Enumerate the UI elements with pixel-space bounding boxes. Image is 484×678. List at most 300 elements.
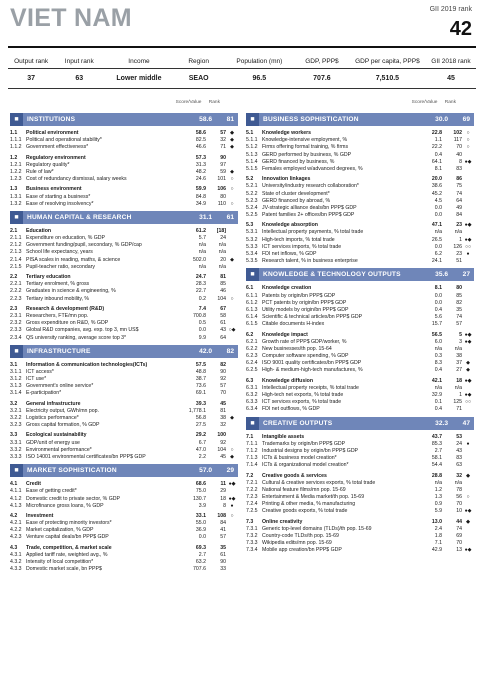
sub-pillar-row bbox=[246, 130, 474, 137]
indicator-row bbox=[246, 258, 474, 265]
indicator-row bbox=[10, 194, 238, 201]
indicator-code: 1.1.1 bbox=[10, 137, 22, 144]
indicator-label: Patent families 2+ offices/bn PPP$ GDP bbox=[262, 212, 355, 219]
indicator-label: High- & medium-high-tech manufactures, % bbox=[262, 367, 363, 374]
indicator-label: Government's online service* bbox=[26, 383, 94, 390]
indicator-score: 0.0 bbox=[434, 243, 442, 250]
pillar-rank: 81 bbox=[226, 116, 234, 123]
indicator-row bbox=[10, 144, 238, 151]
indicator-label: Regulatory environment bbox=[26, 154, 86, 161]
indicator-score: n/a bbox=[434, 345, 442, 352]
indicator-label: Mobile app creation/bn PPP$ GDP bbox=[262, 547, 342, 554]
indicator-label: Political environment bbox=[26, 130, 79, 136]
indicator-score: 59.9 bbox=[195, 186, 206, 193]
indicator-row bbox=[10, 169, 238, 176]
indicator-code: 4.1.3 bbox=[10, 502, 22, 509]
indicator-row bbox=[246, 540, 474, 547]
right-column bbox=[246, 100, 474, 555]
indicator-rank: 126 bbox=[453, 243, 462, 250]
indicator-label: Government effectiveness* bbox=[26, 144, 89, 151]
indicator-code: 5.3.1 bbox=[246, 229, 258, 236]
indicator-score: 0.2 bbox=[198, 295, 206, 302]
indicator-rank: 44 bbox=[456, 518, 462, 525]
indicator-label: Creative goods & services bbox=[262, 472, 327, 479]
indicator-row bbox=[10, 559, 238, 566]
indicator-label: Computer software spending, % GDP bbox=[262, 353, 349, 360]
indicator-row bbox=[246, 198, 474, 205]
pillar-icon: ■ bbox=[246, 113, 259, 126]
indicator-score: 2.7 bbox=[434, 447, 442, 454]
indicator-rank: 86 bbox=[456, 176, 462, 183]
indicator-code: 1.1 bbox=[10, 130, 18, 136]
indicator-code: 3.2.3 bbox=[10, 422, 22, 429]
strength-weakness-marker: ◆ bbox=[466, 360, 470, 367]
indicator-rank: 74 bbox=[456, 525, 462, 532]
indicator-rank: 38 bbox=[456, 353, 462, 360]
indicator-row bbox=[10, 327, 238, 334]
indicator-row bbox=[246, 237, 474, 244]
strength-weakness-marker: ●◆ bbox=[464, 236, 472, 243]
indicator-row bbox=[10, 296, 238, 303]
indicator-rank: 70 bbox=[456, 144, 462, 151]
indicator-rank: 67 bbox=[220, 305, 226, 312]
indicator-score: 0.5 bbox=[198, 320, 206, 327]
indicator-rank: 40 bbox=[456, 151, 462, 158]
indicator-score: 0.1 bbox=[434, 399, 442, 406]
indicator-code: 3.3.2 bbox=[10, 446, 22, 453]
indicator-label: New businesses/th pop. 15-64 bbox=[262, 345, 332, 352]
indicator-score: 69.1 bbox=[195, 390, 206, 397]
indicator-label: Political and operational stability* bbox=[26, 137, 102, 144]
strength-weakness-marker: ◆ bbox=[466, 518, 470, 525]
indicator-label: Environmental performance* bbox=[26, 446, 92, 453]
indicator-label: General infrastructure bbox=[26, 400, 81, 407]
indicator-code: 2.2.3 bbox=[10, 295, 22, 302]
indicator-code: 6.2.3 bbox=[246, 353, 258, 360]
indicator-code: 6.2.5 bbox=[246, 367, 258, 374]
indicator-score: 9.9 bbox=[198, 334, 206, 341]
indicator-row bbox=[246, 205, 474, 212]
indicator-label: Education bbox=[26, 227, 52, 234]
pillar-icon: ■ bbox=[10, 464, 23, 477]
strength-weakness-marker: ○ bbox=[230, 186, 234, 193]
indicator-label: ICT services exports, % total trade bbox=[262, 399, 342, 406]
indicator-rank: 23 bbox=[456, 222, 462, 229]
indicator-row bbox=[10, 257, 238, 264]
indicator-label: Information & communication technologies(ICTs) bbox=[26, 361, 148, 368]
indicator-row bbox=[246, 455, 474, 462]
indicator-row bbox=[246, 346, 474, 353]
pillar-score: 35.6 bbox=[435, 271, 448, 279]
indicator-score: 73.6 bbox=[195, 383, 206, 390]
indicator-score: 34.9 bbox=[195, 200, 206, 207]
indicator-row bbox=[10, 383, 238, 390]
indicator-label: Knowledge workers bbox=[262, 130, 312, 136]
indicator-label: Microfinance gross loans, % GDP bbox=[26, 502, 104, 509]
sub-pillar-row bbox=[246, 222, 474, 229]
indicator-rank: 18 bbox=[456, 377, 462, 384]
indicator-rank: 71 bbox=[456, 406, 462, 413]
indicator-row bbox=[10, 447, 238, 454]
indicator-rank: 3 bbox=[459, 338, 462, 345]
indicator-row bbox=[10, 369, 238, 376]
strength-weakness-marker: ◆ bbox=[230, 137, 234, 144]
indicator-score: 22.2 bbox=[431, 144, 442, 151]
indicator-score: 28.8 bbox=[431, 472, 442, 479]
indicator-score: 20.0 bbox=[431, 176, 442, 183]
right-column-header bbox=[246, 100, 474, 110]
strength-weakness-marker: ◆ bbox=[230, 256, 234, 263]
indicator-rank: 45 bbox=[220, 400, 226, 407]
indicator-label: Creative goods exports, % total trade bbox=[262, 508, 348, 515]
indicator-rank: 49 bbox=[456, 204, 462, 211]
indicator-rank: 90 bbox=[220, 368, 226, 375]
indicator-rank: 75 bbox=[456, 183, 462, 190]
indicator-rank: 18 bbox=[220, 495, 226, 502]
indicator-rank: 53 bbox=[456, 433, 462, 440]
indicator-code: 7.3.4 bbox=[246, 547, 258, 554]
indicator-row bbox=[246, 144, 474, 151]
indicator-label: FDI net inflows, % GDP bbox=[262, 251, 317, 257]
left-column-header bbox=[10, 100, 238, 110]
strength-weakness-marker: ◆ bbox=[466, 367, 470, 374]
indicator-score: 0.4 bbox=[434, 367, 442, 374]
indicator-row bbox=[246, 166, 474, 173]
indicator-score: 57.5 bbox=[195, 361, 206, 368]
indicator-score: 8.1 bbox=[434, 285, 442, 292]
sub-pillar-row bbox=[10, 274, 238, 281]
sub-pillar-row bbox=[246, 473, 474, 480]
indicator-row bbox=[246, 508, 474, 515]
indicator-code: 4.2.3 bbox=[10, 534, 22, 541]
indicator-code: 6.2.1 bbox=[246, 338, 258, 345]
indicator-label: Tertiary inbound mobility, % bbox=[26, 295, 90, 302]
indicator-code: 5.2.1 bbox=[246, 183, 258, 190]
indicator-label: Utility models by origin/bn PPP$ GDP bbox=[262, 306, 349, 313]
sub-pillar-row bbox=[10, 513, 238, 520]
indicator-rank: 110 bbox=[217, 200, 226, 207]
indicator-label: ISO 9001 quality certificates/bn PPP$ GDP bbox=[262, 360, 362, 367]
indicator-code: 2.2.2 bbox=[10, 288, 22, 295]
indicator-rank: 90 bbox=[220, 154, 226, 161]
indicator-code: 3.1.1 bbox=[10, 368, 22, 375]
indicator-code: 1.2.3 bbox=[10, 176, 22, 183]
indicator-rank: 125 bbox=[453, 399, 462, 406]
indicator-row bbox=[246, 307, 474, 314]
indicator-code: 5.2.5 bbox=[246, 212, 258, 219]
indicator-score: 1.1 bbox=[434, 137, 442, 144]
strength-weakness-marker: ○◆ bbox=[228, 327, 236, 334]
indicator-header: GDP, PPP$ bbox=[305, 57, 339, 65]
strength-weakness-marker: ●◆ bbox=[464, 547, 472, 554]
indicator-label: Intellectual property payments, % total trade bbox=[262, 229, 364, 236]
indicator-score: 42.1 bbox=[431, 377, 442, 384]
indicator-score: 47.0 bbox=[195, 446, 206, 453]
indicator-code: 7.3 bbox=[246, 518, 254, 525]
indicator-rank: n/a bbox=[218, 249, 226, 256]
indicator-code: 3.2.1 bbox=[10, 407, 22, 414]
indicator-rank: 108 bbox=[217, 512, 226, 519]
indicator-score: 1.3 bbox=[434, 494, 442, 501]
indicator-score: 61.2 bbox=[195, 227, 206, 234]
indicator-score: 7.4 bbox=[198, 305, 206, 312]
indicator-label: Business environment bbox=[26, 186, 82, 193]
strength-weakness-marker: ○ bbox=[466, 494, 470, 501]
indicator-code: 3.1.2 bbox=[10, 376, 22, 383]
indicator-label: University/industry research collaboration* bbox=[262, 183, 359, 190]
indicator-rank: 101 bbox=[217, 176, 226, 183]
indicator-score: 26.5 bbox=[431, 236, 442, 243]
indicator-label: Ease of resolving insolvency* bbox=[26, 200, 94, 207]
indicator-code: 5.1.1 bbox=[246, 137, 258, 144]
indicator-code: 3.1.4 bbox=[10, 390, 22, 397]
indicator-rank: 69 bbox=[456, 533, 462, 539]
indicator-row bbox=[10, 313, 238, 320]
indicator-score: 15.7 bbox=[431, 321, 442, 328]
indicator-label: Domestic market scale, bn PPP$ bbox=[26, 566, 102, 573]
indicator-label: ICTs & organizational model creation* bbox=[262, 462, 349, 469]
indicator-label: Research & development (R&D) bbox=[26, 305, 105, 312]
indicator-rank: 38 bbox=[220, 415, 226, 421]
indicator-row bbox=[246, 494, 474, 501]
pillar-header bbox=[10, 113, 238, 126]
indicator-score: 0.4 bbox=[434, 306, 442, 313]
indicator-rank: n/a bbox=[454, 384, 462, 391]
indicator-code: 5.1.3 bbox=[246, 151, 258, 158]
strength-weakness-marker: ○ bbox=[230, 446, 234, 453]
indicator-row bbox=[246, 212, 474, 219]
indicator-rank: 117 bbox=[453, 137, 462, 144]
indicator-row bbox=[246, 300, 474, 307]
indicator-code: 3.3.3 bbox=[10, 453, 22, 460]
indicator-header: Population (mn) bbox=[236, 57, 283, 65]
indicator-label: Trade, competition, & market scale bbox=[26, 544, 112, 551]
indicator-code: 1.1.2 bbox=[10, 144, 22, 151]
indicator-row bbox=[246, 293, 474, 300]
indicator-label: Researchers, FTE/mn pop. bbox=[26, 312, 89, 319]
indicator-score: 56.8 bbox=[195, 415, 206, 421]
indicator-code: 7.2.1 bbox=[246, 479, 258, 486]
indicator-score: 64.1 bbox=[431, 158, 442, 165]
indicator-label: QS university ranking, average score top 3* bbox=[26, 334, 127, 341]
sub-pillar-row bbox=[10, 401, 238, 408]
indicator-label: PISA scales in reading, maths, & science bbox=[26, 256, 121, 263]
indicator-row bbox=[246, 251, 474, 258]
strength-weakness-marker: ◆ bbox=[466, 472, 470, 479]
indicator-row bbox=[10, 201, 238, 208]
indicator-row bbox=[10, 527, 238, 534]
sub-pillar-row bbox=[10, 362, 238, 369]
indicator-rank: n/a bbox=[454, 229, 462, 236]
strength-weakness-marker: ◆ bbox=[230, 415, 234, 421]
indicator-code: 5.3.4 bbox=[246, 251, 258, 257]
indicator-code: 7.1.1 bbox=[246, 440, 258, 447]
indicator-code: 6.3.4 bbox=[246, 406, 258, 413]
strength-weakness-marker: ●◆ bbox=[464, 392, 472, 398]
indicator-row bbox=[10, 288, 238, 295]
indicator-code: 5.3.3 bbox=[246, 243, 258, 250]
indicator-code: 4.3.2 bbox=[10, 559, 22, 565]
indicator-rank: 57 bbox=[220, 383, 226, 390]
indicator-code: 6.1.1 bbox=[246, 292, 258, 299]
indicator-code: 6.1.3 bbox=[246, 306, 258, 313]
indicator-code: 5.2.3 bbox=[246, 197, 258, 204]
indicator-code: 3.3.1 bbox=[10, 439, 22, 446]
indicator-code: 2.3.1 bbox=[10, 312, 22, 319]
indicator-rank: n/a bbox=[454, 345, 462, 352]
indicator-code: 7.2.4 bbox=[246, 501, 258, 508]
indicator-code: 2.3 bbox=[10, 305, 18, 312]
indicator-rank: 78 bbox=[456, 486, 462, 493]
indicator-row bbox=[10, 408, 238, 415]
indicator-score: 5.9 bbox=[434, 508, 442, 515]
indicator-label: National feature films/mn pop. 15-69 bbox=[262, 486, 346, 493]
strength-weakness-marker: ● bbox=[466, 440, 470, 447]
indicator-code: 2.1.1 bbox=[10, 235, 22, 242]
indicator-score: 0.0 bbox=[434, 204, 442, 211]
strength-weakness-marker: ○ bbox=[466, 130, 470, 136]
indicator-rank: 83 bbox=[456, 165, 462, 172]
indicator-header: GDP per capita, PPP$ bbox=[355, 57, 420, 65]
indicator-code: 6.2.2 bbox=[246, 345, 258, 352]
indicator-rank: n/a bbox=[218, 242, 226, 249]
indicator-score: 502.0 bbox=[193, 256, 206, 263]
indicator-rank: 32 bbox=[456, 472, 462, 479]
indicator-label: Logistics performance* bbox=[26, 415, 79, 421]
indicator-label: Regulatory quality* bbox=[26, 161, 70, 168]
indicator-score: 1.8 bbox=[434, 533, 442, 539]
indicator-row bbox=[246, 462, 474, 469]
indicator-code: 4.3.3 bbox=[10, 566, 22, 573]
indicator-label: Printing & other media, % manufacturing bbox=[262, 501, 356, 508]
indicator-code: 6.1.5 bbox=[246, 321, 258, 328]
indicator-score: 55.0 bbox=[195, 520, 206, 527]
indicator-rank: 70 bbox=[456, 501, 462, 508]
indicator-header: Region bbox=[188, 57, 209, 65]
key-indicators-rule bbox=[8, 88, 476, 89]
indicator-code: 1.3.1 bbox=[10, 193, 22, 200]
sub-pillar-row bbox=[10, 130, 238, 137]
indicator-score: 48.2 bbox=[195, 168, 206, 175]
indicator-label: Knowledge creation bbox=[262, 285, 312, 292]
indicator-score: 0.0 bbox=[434, 212, 442, 219]
indicator-code: 6.1.4 bbox=[246, 314, 258, 321]
pillar-rank: 82 bbox=[226, 347, 234, 355]
indicator-row bbox=[246, 137, 474, 144]
indicator-rank: 24 bbox=[220, 235, 226, 242]
indicator-label: Growth rate of PPP$ GDP/worker, % bbox=[262, 338, 347, 345]
indicator-row bbox=[10, 503, 238, 510]
indicator-code: 6.3.2 bbox=[246, 392, 258, 398]
indicator-label: State of cluster development* bbox=[262, 190, 330, 197]
strength-weakness-marker: ● bbox=[466, 251, 470, 257]
indicator-score: 1,778.1 bbox=[188, 407, 206, 414]
indicator-score: 48.8 bbox=[195, 368, 206, 375]
indicator-score: 68.6 bbox=[195, 481, 206, 488]
sub-pillar-row bbox=[10, 155, 238, 162]
indicator-code: 5.3 bbox=[246, 222, 254, 229]
indicator-label: Government funding/pupil, secondary, % GDP/cap bbox=[26, 242, 142, 249]
indicator-code: 5.1 bbox=[246, 130, 254, 136]
indicator-row bbox=[10, 137, 238, 144]
indicator-code: 7.1 bbox=[246, 433, 254, 440]
indicator-code: 4.2.1 bbox=[10, 520, 22, 527]
indicator-row bbox=[10, 162, 238, 169]
indicator-rank: 1 bbox=[459, 236, 462, 243]
strength-weakness-marker: ○○ bbox=[464, 399, 472, 406]
indicator-row bbox=[10, 242, 238, 249]
strength-weakness-marker: ●◆ bbox=[464, 338, 472, 345]
indicator-row bbox=[246, 191, 474, 198]
indicator-code: 1.3 bbox=[10, 186, 18, 193]
indicator-score: 6.2 bbox=[434, 251, 442, 257]
rank-header: Rank bbox=[444, 100, 456, 105]
sub-pillar-row bbox=[10, 186, 238, 193]
indicator-label: GERD financed by abroad, % bbox=[262, 197, 331, 204]
indicator-rank: 104 bbox=[217, 295, 226, 302]
pillar-icon: ■ bbox=[10, 345, 23, 358]
indicator-code: 1.3.2 bbox=[10, 200, 22, 207]
indicator-label: ICT access* bbox=[26, 368, 54, 375]
indicator-row bbox=[10, 249, 238, 256]
indicator-code: 1.2.1 bbox=[10, 161, 22, 168]
indicator-label: Intensity of local competition* bbox=[26, 559, 94, 565]
indicator-label: Citable documents H-index bbox=[262, 321, 325, 328]
indicator-score: 6.7 bbox=[198, 439, 206, 446]
indicator-row bbox=[246, 244, 474, 251]
strength-weakness-marker: ●◆ bbox=[228, 481, 236, 488]
pillar-score: 42.0 bbox=[199, 347, 212, 355]
indicator-label: Generic top-level domains (TLDs)/th pop. 15-69 bbox=[262, 525, 372, 532]
indicator-score: 27.5 bbox=[195, 422, 206, 429]
indicator-code: 2.3.4 bbox=[10, 334, 22, 341]
strength-weakness-marker: ◆ bbox=[230, 130, 234, 136]
indicator-code: 2.3.3 bbox=[10, 327, 22, 334]
indicator-score: 69.3 bbox=[195, 544, 206, 551]
indicator-label: Females employed w/advanced degrees, % bbox=[262, 165, 363, 172]
indicator-code: 6.3.1 bbox=[246, 384, 258, 391]
pillar-header bbox=[246, 417, 474, 430]
indicator-row bbox=[246, 385, 474, 392]
pillar-score: 58.6 bbox=[199, 116, 212, 123]
pillar-name: CREATIVE OUTPUTS bbox=[263, 419, 333, 427]
indicator-rank: 57 bbox=[456, 321, 462, 328]
indicator-label: Online creativity bbox=[262, 518, 303, 525]
indicator-score: 8.1 bbox=[434, 165, 442, 172]
indicator-score: n/a bbox=[434, 479, 442, 486]
strength-weakness-marker: ○ bbox=[466, 144, 470, 151]
sub-pillar-row bbox=[10, 306, 238, 313]
indicator-rank: 32 bbox=[220, 422, 226, 429]
indicator-code: 2.2.1 bbox=[10, 281, 22, 288]
strength-weakness-marker: ○ bbox=[466, 137, 470, 144]
indicator-code: 3.2 bbox=[10, 400, 18, 407]
indicator-row bbox=[10, 235, 238, 242]
key-indicators-table bbox=[8, 54, 476, 94]
indicator-row bbox=[10, 422, 238, 429]
indicator-value: 707.6 bbox=[313, 74, 331, 82]
indicator-score: n/a bbox=[434, 229, 442, 236]
indicator-label: ICT use* bbox=[26, 376, 47, 383]
indicator-row bbox=[10, 440, 238, 447]
indicator-rank: 41 bbox=[220, 527, 226, 534]
indicator-code: 7.2.5 bbox=[246, 508, 258, 515]
indicator-score: 0.0 bbox=[198, 327, 206, 334]
indicator-label: Tertiary education bbox=[26, 274, 71, 280]
indicator-value: 96.5 bbox=[252, 74, 267, 82]
indicator-score: 38.7 bbox=[195, 376, 206, 383]
indicator-row bbox=[246, 321, 474, 328]
